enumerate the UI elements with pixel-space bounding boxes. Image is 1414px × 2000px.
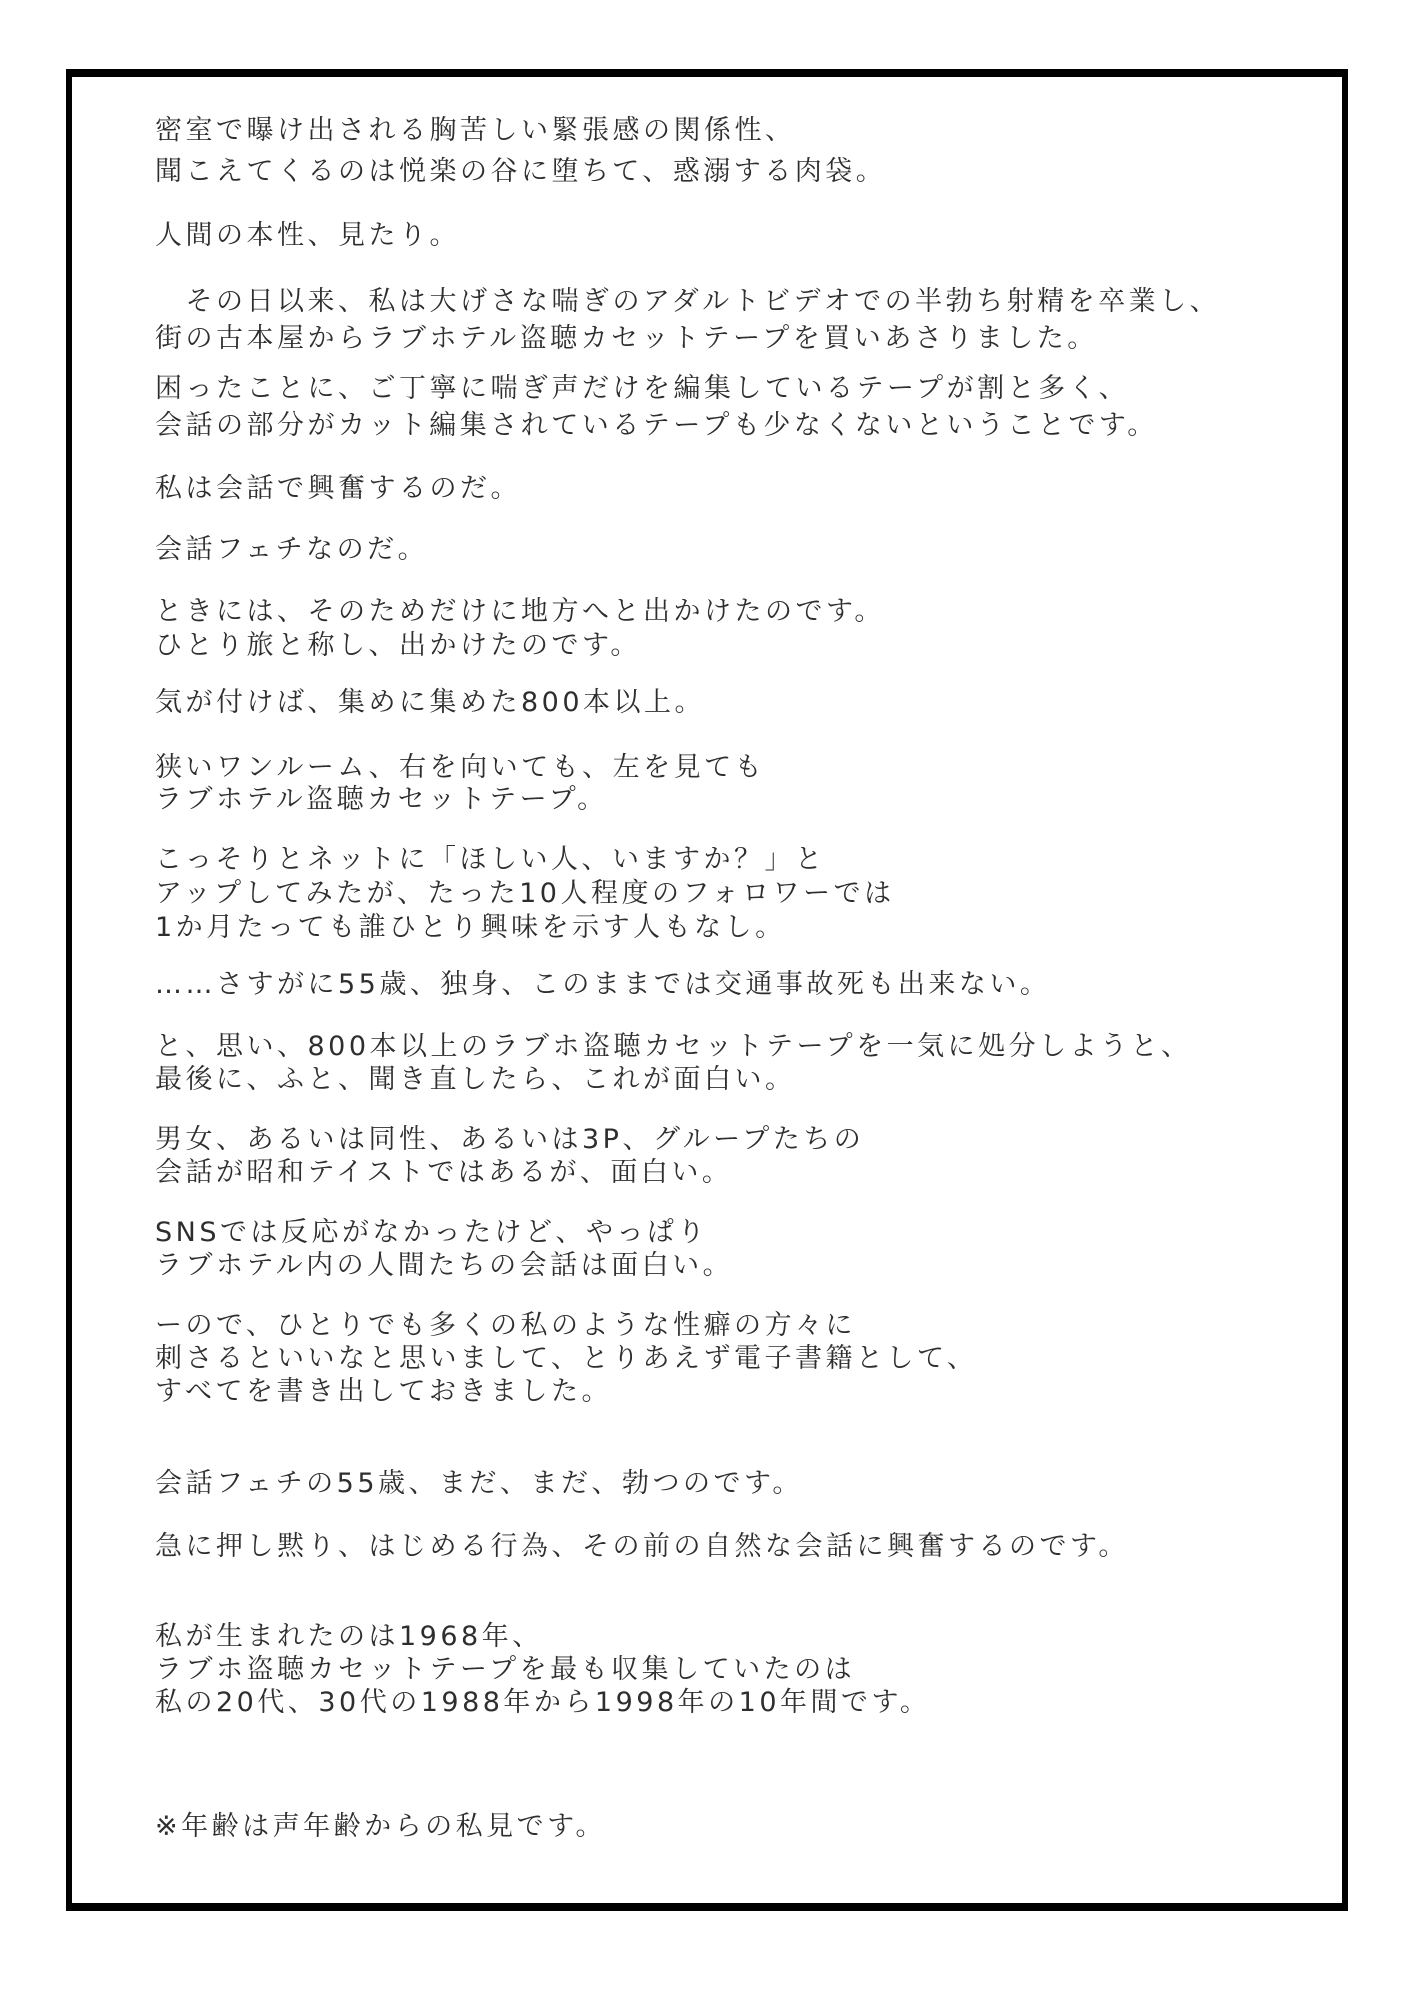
paragraph — [155, 1467, 803, 1501]
text-line: ときには、そのためだけに地方へと出かけたのです。 — [155, 596, 885, 627]
text-line: 私は会話で興奮するのだ。 — [155, 473, 521, 504]
text-line: その日以来、私は大げさな喘ぎのアダルトビデオでの半勃ち射精を卒業し、 — [155, 286, 1221, 317]
paragraph — [155, 1123, 864, 1189]
text-line: こっそりとネットに「ほしい人、いますか？」と — [155, 844, 826, 875]
text-line: 私の20代、30代の1988年から1998年の10年間です。 — [155, 1687, 931, 1718]
text-line: 男女、あるいは同性、あるいは3P、グループたちの — [155, 1124, 865, 1155]
text-line: 困ったことに、ご丁寧に喘ぎ声だけを編集しているテープが割と多く、 — [155, 373, 1130, 404]
paragraph — [155, 370, 1158, 444]
text-line: ※年齢は声年齢からの私見です。 — [155, 1811, 606, 1842]
text-line: ラブホテル盗聴カセットテープ。 — [155, 784, 608, 815]
text-line: 会話フェチの55歳、まだ、まだ、勃つのです。 — [155, 1468, 803, 1499]
text-line: 1か月たっても誰ひとり興味を示す人もなし。 — [155, 912, 786, 943]
paragraph — [155, 968, 1050, 1002]
paragraph — [155, 110, 886, 192]
text-line: 街の古本屋からラブホテル盗聴カセットテープを買いあさりました。 — [155, 323, 1098, 354]
text-line: ーので、ひとりでも多くの私のような性癖の方々に — [155, 1310, 856, 1341]
paragraph — [155, 470, 521, 508]
text-line: ラブホ盗聴カセットテープを最も収集していたのは — [155, 1654, 856, 1685]
paragraph — [155, 686, 705, 720]
text-line: 会話の部分がカット編集されているテープも少なくないということです。 — [155, 410, 1158, 441]
text-line: 狭いワンルーム、右を向いても、左を見ても — [155, 752, 766, 783]
paragraph — [155, 752, 765, 816]
text-line: 私が生まれたのは1968年、 — [155, 1621, 543, 1652]
text-line: 気が付けば、集めに集めた800本以上。 — [155, 687, 706, 718]
paragraph — [155, 1309, 977, 1408]
text-line: 急に押し黙り、はじめる行為、その前の自然な会話に興奮するのです。 — [155, 1531, 1129, 1562]
text-line: 人間の本性、見たり。 — [155, 220, 460, 251]
paragraph — [155, 1810, 606, 1844]
text-line: 刺さるといいなと思いまして、とりあえず電子書籍として、 — [155, 1343, 978, 1374]
paragraph — [155, 217, 460, 255]
text-line: 会話フェチなのだ。 — [155, 534, 429, 565]
text-line: 会話が昭和テイストではあるが、面白い。 — [155, 1157, 733, 1188]
text-line: ……さすがに55歳、独身、このままでは交通事故死も出来ない。 — [155, 969, 1051, 1000]
text-line: ラブホテル内の人間たちの会話は面白い。 — [155, 1250, 734, 1281]
paragraph — [155, 843, 895, 945]
text-line: 聞こえてくるのは悦楽の谷に堕ちて、惑溺する肉袋。 — [155, 156, 887, 187]
paragraph — [155, 1620, 930, 1719]
text-line: アップしてみたが、たった10人程度のフォロワーでは — [155, 878, 895, 909]
paragraph — [155, 1530, 1129, 1564]
text-line: SNSでは反応がなかったけど、やっぱり — [155, 1217, 708, 1248]
paragraph — [155, 531, 428, 569]
text-line: ひとり旅と称し、出かけたのです。 — [155, 630, 641, 661]
paragraph — [155, 1216, 733, 1282]
text-line: と、思い、800本以上のラブホ盗聴カセットテープを一気に処分しようと、 — [155, 1031, 1192, 1062]
paragraph — [155, 1030, 1192, 1096]
paragraph — [155, 595, 885, 663]
text-line: すべてを書き出しておきました。 — [155, 1376, 612, 1407]
text-line: 密室で曝け出される胸苦しい緊張感の関係性、 — [155, 115, 796, 146]
text-line: 最後に、ふと、聞き直したら、これが面白い。 — [155, 1064, 796, 1095]
paragraph — [155, 283, 1220, 357]
